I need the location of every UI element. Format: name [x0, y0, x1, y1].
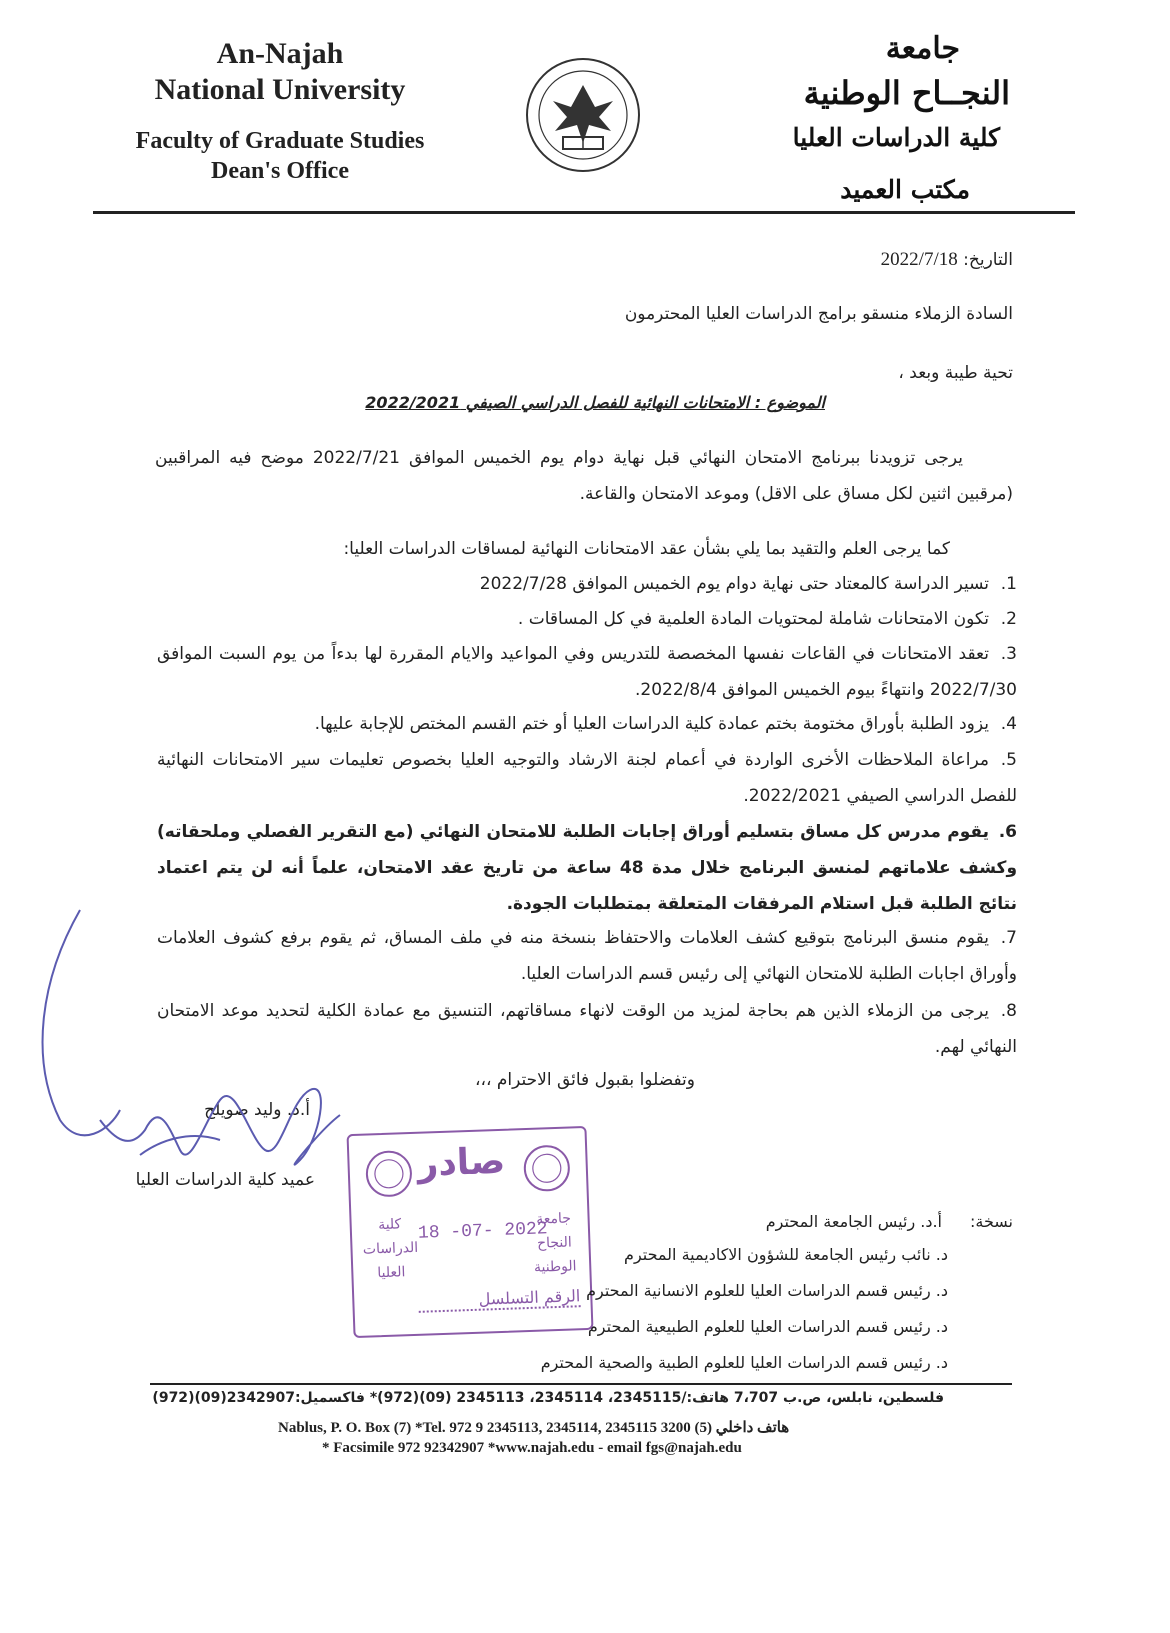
stamp-serial-label: الرقم التسلسل	[418, 1286, 580, 1313]
list-item-text: مراعاة الملاحظات الأخرى الواردة في أعمام لجنة الارشاد والتوجيه العليا بخصوص تعليمات سير الامتحانات النهائية للفصل الدراسي الصيفي 2022/2021.	[157, 750, 1017, 806]
footer-divider	[150, 1383, 1012, 1385]
list-item-number: 1.	[1000, 574, 1017, 594]
date-label: التاريخ:	[963, 250, 1013, 270]
footer-line-1: فلسطين، نابلس، ص.ب 7،707 هاتف:/2345115، 2345114، 2345113 (09)(972)* فاكسميل:2342907(09)(972)	[152, 1390, 944, 1406]
cc-line-3: د. رئيس قسم الدراسات العليا للعلوم الانسانية المحترم	[586, 1281, 948, 1300]
list-item-text: يقوم مدرس كل مساق بتسليم أوراق إجابات الطلبة للامتحان النهائي (مع التقرير الفصلي وملحقاته) وكشف علاماتهم لمنسق البرنامج خلال مدة 48 ساعة من تاريخ عقد الامتحان، علماً أنه لن يتم اعتماد نتائج الطلبة قبل استلام المرفقات المتعلقة بمتطلبات الجودة.	[157, 822, 1018, 914]
date-value: 2022/7/18	[880, 249, 958, 270]
stamp-seal-right-icon	[521, 1142, 573, 1194]
list-item-text: يرجى من الزملاء الذين هم بحاجة لمزيد من الوقت لانهاء مساقاتهم، التنسيق مع عمادة الكلية لتحديد موعد الامتحان النهائي لهم.	[157, 1001, 1017, 1057]
en-university-line1: An-Najah	[216, 37, 344, 70]
ar-faculty: كلية الدراسات العليا	[792, 123, 1000, 152]
letter-date	[881, 242, 1013, 278]
stamp-seal-left-icon	[363, 1148, 415, 1200]
outgoing-stamp	[347, 1126, 594, 1338]
cc-line-1: أ.د. رئيس الجامعة المحترم	[765, 1212, 942, 1231]
ar-office: مكتب العميد	[840, 175, 970, 204]
footer-line-3: * Facsimile 972 92342907 *www.najah.edu - email fgs@najah.edu	[322, 1440, 742, 1456]
list-item-number: 7.	[1000, 928, 1017, 948]
list-item-number: 6.	[998, 822, 1017, 842]
footer-line-2: Nablus, P. O. Box (7) *Tel. 972 9 2345113, 2345114, 2345115 هاتف داخلي (5) 3200	[278, 1420, 790, 1436]
ar-university-line1: جامعة	[885, 31, 960, 66]
list-item-text: تكون الامتحانات شاملة لمحتويات المادة العلمية في كل المساقات .	[517, 609, 989, 629]
en-faculty: Faculty of Graduate Studies	[135, 128, 425, 154]
list-item-text: يقوم منسق البرنامج بتوقيع كشف العلامات والاحتفاظ بنسخة منه في ملف المساق، ثم يقوم برفع كشوف العلامات وأوراق اجابات الطلبة للامتحان النهائي إلى رئيس قسم الدراسات العليا.	[157, 928, 1017, 984]
subject-line: الموضوع : الامتحانات النهائية للفصل الدراسي الصيفي 2022/2021	[365, 393, 825, 412]
list-item-1	[157, 566, 1017, 602]
list-item-number: 4.	[1000, 714, 1017, 734]
stamp-left-text: كلية الدراسات العليا	[362, 1216, 419, 1282]
signatory-title: عميد كلية الدراسات العليا	[135, 1170, 315, 1190]
cc-line-4: د. رئيس قسم الدراسات العليا للعلوم الطبيعية المحترم	[587, 1317, 948, 1336]
list-item-5	[157, 742, 1017, 814]
list-item-3	[157, 636, 1017, 708]
list-item-text: يزود الطلبة بأوراق مختومة بختم عمادة كلية الدراسات العليا أو ختم القسم المختص للإجابة عليها.	[314, 714, 989, 734]
cc-line-2: د. نائب رئيس الجامعة للشؤون الاكاديمية المحترم	[624, 1245, 948, 1264]
intro-paragraph-2: كما يرجى العلم والتقيد بما يلي بشأن عقد الامتحانات النهائية لمساقات الدراسات العليا:	[343, 539, 950, 559]
intro-paragraph: يرجى تزويدنا ببرنامج الامتحان النهائي قبل نهاية دوام يوم الخميس الموافق 2022/7/21 موضح فيه المراقبين (مرقبين اثنين لكل مساق على الاقل) وموعد الامتحان والقاعة.	[155, 448, 1013, 504]
list-item-text: تعقد الامتحانات في القاعات نفسها المخصصة للتدريس وفي المواعيد والايام المقررة لها بدءاً من يوم السبت الموافق 2022/7/30 وانتهاءً بيوم الخميس الموافق 2022/8/4.	[157, 644, 1017, 700]
list-item-number: 8.	[1000, 1001, 1017, 1021]
greeting: تحية طيبة وبعد ،	[898, 363, 1013, 383]
list-item-text: تسير الدراسة كالمعتاد حتى نهاية دوام يوم الخميس الموافق 2022/7/28	[479, 574, 989, 594]
list-item-2	[157, 601, 1017, 637]
ar-university-line2: النجــاح الوطنية	[803, 74, 1010, 112]
university-seal-icon	[523, 55, 643, 175]
en-university-line2: National University	[154, 73, 406, 106]
cc-label: نسخة:	[969, 1212, 1013, 1231]
list-item-number: 2.	[1000, 609, 1017, 629]
cc-line-5: د. رئيس قسم الدراسات العليا للعلوم الطبية والصحية المحترم	[540, 1353, 948, 1372]
stamp-date: 18 -07- 2022	[417, 1219, 548, 1244]
closing: وتفضلوا بقبول فائق الاحترام ،،،	[475, 1070, 695, 1090]
recipient: السادة الزملاء منسقو برامج الدراسات العليا المحترمون	[624, 304, 1013, 324]
list-item-4	[157, 706, 1017, 742]
stamp-right-text: جامعة النجاح الوطنية	[533, 1210, 577, 1276]
handwritten-signature-icon	[20, 900, 360, 1220]
arabic-header	[710, 28, 1010, 212]
signatory-name: أ.د. وليد صويلح	[204, 1100, 310, 1120]
stamp-word: صادر	[416, 1140, 506, 1185]
header-divider	[93, 211, 1075, 214]
en-office: Dean's Office	[211, 158, 349, 184]
english-header	[110, 36, 450, 186]
list-item-number: 3.	[1000, 644, 1017, 664]
list-item-number: 5.	[1000, 750, 1017, 770]
